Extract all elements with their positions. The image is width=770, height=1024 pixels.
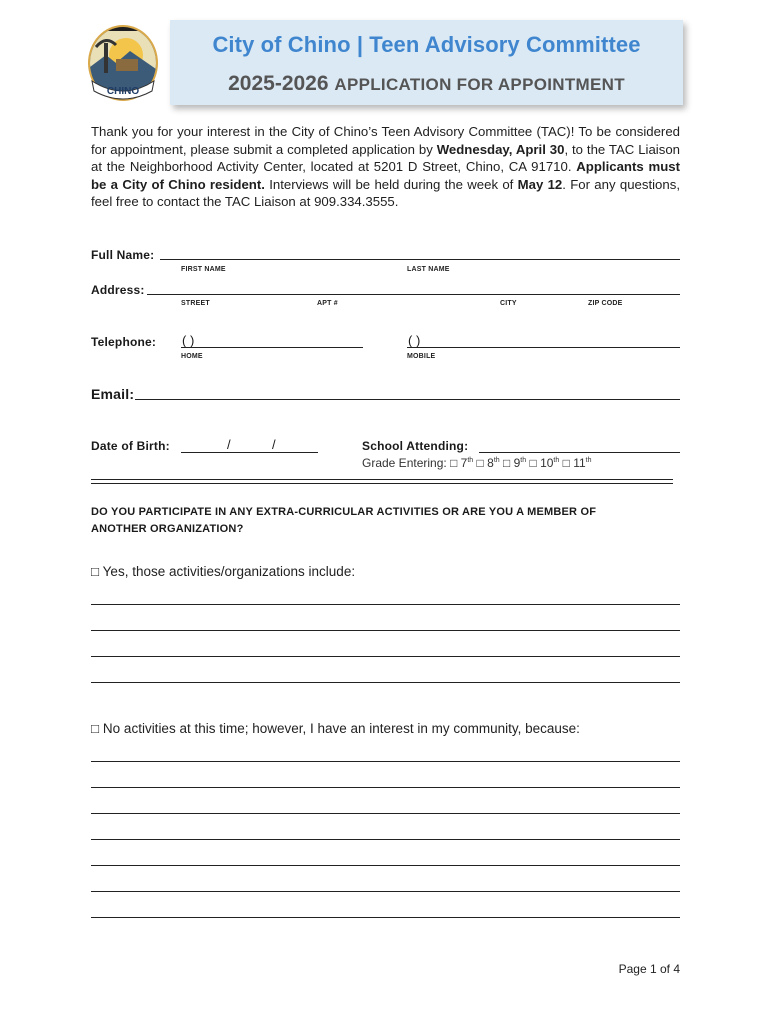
grade-label: Grade Entering:: [362, 456, 447, 470]
subtitle-year: 2025-2026: [228, 72, 329, 95]
grade-suffix: th: [493, 457, 500, 464]
home-phone-field[interactable]: [181, 347, 363, 348]
street-caption: STREET: [181, 300, 210, 307]
intro-resident: Applicants must be a City of Chino resident.: [91, 159, 680, 192]
dob-slash-1: /: [227, 437, 231, 452]
mobile-phone-paren: ( ): [408, 333, 421, 348]
header-banner: [170, 20, 683, 105]
grade-num: 7: [460, 456, 468, 470]
intro-deadline: Wednesday, April 30: [436, 141, 565, 157]
email-label: Email:: [91, 386, 135, 402]
dob-label: Date of Birth:: [91, 439, 170, 453]
zip-caption: ZIP CODE: [588, 300, 623, 307]
grade-suffix: th: [585, 457, 592, 464]
activities-question: DO YOU PARTICIPATE IN ANY EXTRA-CURRICULAR ACTIVITIES OR ARE YOU A MEMBER OF ANOTHER ORGANIZATION?: [91, 506, 597, 535]
school-field[interactable]: [479, 452, 680, 453]
answer-line[interactable]: [91, 682, 680, 683]
grade-option[interactable]: [503, 456, 526, 470]
city-caption: CITY: [500, 300, 517, 307]
grade-option[interactable]: [529, 456, 559, 470]
dob-field[interactable]: [181, 452, 318, 453]
apt-caption: APT #: [317, 300, 338, 307]
answer-line[interactable]: [91, 891, 680, 892]
logo-text: CHINO: [106, 86, 140, 97]
page-number: Page 1 of 4: [618, 962, 680, 976]
intro-text-1: Thank you for your interest in the City of Chino’s Teen Advisory Committee (TAC)! To be considered for appointment, please submit a completed application by: [91, 124, 680, 157]
grade-num: 9: [513, 456, 521, 470]
intro-interview-week: May 12: [517, 176, 563, 192]
home-phone-paren: ( ): [182, 333, 195, 348]
full-name-label: Full Name:: [91, 248, 155, 262]
email-field[interactable]: [135, 399, 680, 400]
checkbox-icon[interactable]: □: [562, 456, 570, 470]
answer-line[interactable]: [91, 813, 680, 814]
answer-line[interactable]: [91, 761, 680, 762]
checkbox-icon[interactable]: □: [450, 456, 458, 470]
yes-option-label: Yes, those activities/organizations include:: [102, 564, 356, 579]
intro-text-3: Interviews will be held during the week of: [264, 176, 518, 192]
city-seal-icon: [86, 25, 160, 105]
checkbox-icon[interactable]: □: [476, 456, 484, 470]
first-name-caption: FIRST NAME: [181, 266, 226, 273]
grade-num: 11: [573, 456, 586, 470]
no-option-label: No activities at this time; however, I have an interest in my community, because:: [102, 721, 580, 736]
answer-line[interactable]: [91, 917, 680, 918]
grade-option[interactable]: [563, 456, 592, 470]
grade-option[interactable]: [477, 456, 500, 470]
answer-line[interactable]: [91, 604, 680, 605]
mobile-caption: MOBILE: [407, 353, 436, 360]
full-name-field[interactable]: [160, 259, 680, 260]
mobile-phone-field[interactable]: [407, 347, 680, 348]
grade-entering: [362, 456, 592, 470]
grade-suffix: th: [520, 457, 527, 464]
checkbox-icon[interactable]: □: [529, 456, 537, 470]
telephone-label: Telephone:: [91, 335, 157, 349]
grade-num: 10: [540, 456, 554, 470]
address-label: Address:: [91, 283, 145, 297]
home-caption: HOME: [181, 353, 203, 360]
no-option[interactable]: [91, 721, 580, 736]
grade-suffix: th: [467, 457, 474, 464]
page-subtitle: [170, 72, 683, 96]
last-name-caption: LAST NAME: [407, 266, 450, 273]
answer-line[interactable]: [91, 656, 680, 657]
checkbox-icon[interactable]: □: [91, 721, 100, 736]
intro-text-4: . For any questions, feel free to contact the TAC Liaison at 909.334.3555.: [91, 176, 680, 210]
answer-line[interactable]: [91, 839, 680, 840]
grade-option[interactable]: [450, 456, 473, 470]
intro-text-2: , to the TAC Liaison at the Neighborhood Activity Center, located at 5201 D Street, Chino, CA 91710.: [91, 141, 680, 175]
grade-suffix: th: [553, 457, 560, 464]
grade-num: 8: [487, 456, 494, 470]
answer-line[interactable]: [91, 787, 680, 788]
answer-line[interactable]: [91, 630, 680, 631]
dob-slash-2: /: [272, 437, 276, 452]
intro-paragraph: [91, 123, 680, 211]
checkbox-icon[interactable]: □: [503, 456, 511, 470]
address-field[interactable]: [147, 294, 680, 295]
subtitle-text: APPLICATION FOR APPOINTMENT: [334, 75, 625, 94]
school-label: School Attending:: [362, 439, 469, 453]
section-divider: [91, 479, 673, 484]
page-title: City of Chino | Teen Advisory Committee: [212, 32, 641, 57]
yes-option[interactable]: [91, 564, 355, 579]
checkbox-icon[interactable]: □: [91, 564, 100, 579]
answer-line[interactable]: [91, 865, 680, 866]
